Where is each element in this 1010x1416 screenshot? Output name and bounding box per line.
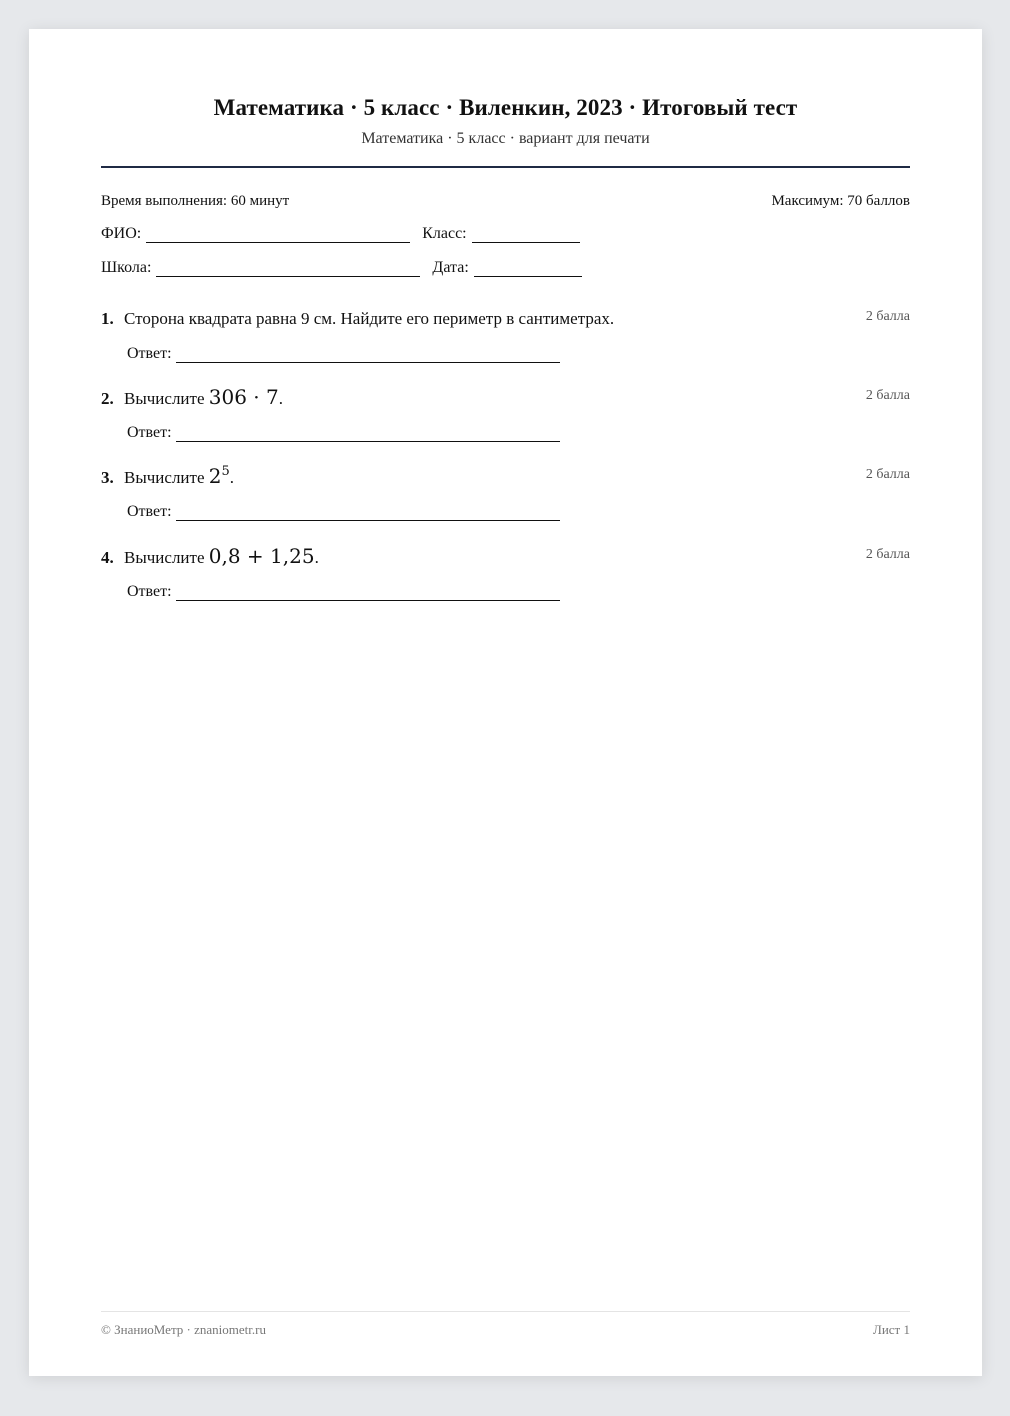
answer-field[interactable] — [176, 586, 560, 601]
question-3-math — [209, 464, 230, 488]
question-3-number: 3. — [101, 468, 114, 487]
footer-copyright: © ЗнаниоМетр · znaniometr.ru — [101, 1322, 266, 1337]
math-base: 2 — [208, 464, 222, 488]
school-label: Школа: — [101, 259, 152, 276]
question-1-text: Сторона квадрата равна 9 см. Найдите его периметр в сантиметрах. — [124, 309, 615, 328]
question-4-text: Вычислите — [124, 548, 205, 567]
question-1-number: 1. — [101, 309, 114, 328]
school-field[interactable] — [156, 262, 420, 277]
footer-page-number: Лист 1 — [873, 1322, 910, 1337]
question-2 — [101, 385, 910, 441]
question-2-tail: . — [278, 389, 283, 408]
question-2-points: 2 балла — [865, 388, 910, 403]
question-4 — [101, 544, 910, 600]
question-2-number: 2. — [101, 389, 114, 408]
answer-field[interactable] — [176, 427, 560, 442]
question-2-answer — [127, 424, 560, 442]
question-1 — [101, 309, 910, 362]
fio-field[interactable] — [146, 228, 410, 243]
fio-class-row — [101, 225, 580, 243]
question-2-text: Вычислите — [124, 389, 205, 408]
header-divider — [101, 166, 910, 168]
answer-label: Ответ: — [127, 583, 172, 600]
time-limit: Время выполнения: 60 минут — [101, 193, 290, 209]
question-4-points: 2 балла — [865, 547, 910, 562]
answer-label: Ответ: — [127, 345, 172, 362]
question-3-points: 2 балла — [865, 467, 910, 482]
question-2-head — [101, 385, 910, 409]
question-3 — [101, 464, 910, 520]
question-2-math: 306 · 7 — [208, 385, 279, 409]
question-4-math: 0,8 + 1,25 — [208, 544, 315, 568]
question-3-head — [101, 464, 910, 488]
page-title: Математика · 5 класс · Виленкин, 2023 · Итоговый тест — [213, 95, 798, 120]
question-4-tail: . — [314, 548, 319, 567]
footer-divider — [101, 1311, 910, 1312]
answer-field[interactable] — [176, 348, 560, 363]
question-1-head — [101, 309, 910, 329]
max-score: Максимум: 70 баллов — [771, 193, 910, 209]
question-3-answer — [127, 503, 560, 521]
answer-label: Ответ: — [127, 424, 172, 441]
date-label: Дата: — [432, 259, 469, 276]
class-label: Класс: — [422, 225, 467, 242]
question-4-number: 4. — [101, 548, 114, 567]
class-field[interactable] — [472, 228, 580, 243]
school-date-row — [101, 259, 582, 277]
date-field[interactable] — [474, 262, 582, 277]
page-subtitle: Математика · 5 класс · вариант для печати — [361, 130, 650, 147]
answer-field[interactable] — [176, 506, 560, 521]
sheet-content — [101, 29, 910, 1376]
question-3-tail: . — [229, 468, 235, 487]
question-1-points: 2 балла — [865, 309, 910, 324]
math-exponent: 5 — [221, 464, 230, 479]
question-3-text: Вычислите — [124, 468, 205, 487]
question-4-answer — [127, 583, 560, 601]
question-4-head — [101, 544, 910, 568]
test-sheet — [29, 29, 982, 1376]
fio-label: ФИО: — [101, 225, 142, 242]
question-1-answer — [127, 345, 560, 363]
answer-label: Ответ: — [127, 503, 172, 520]
